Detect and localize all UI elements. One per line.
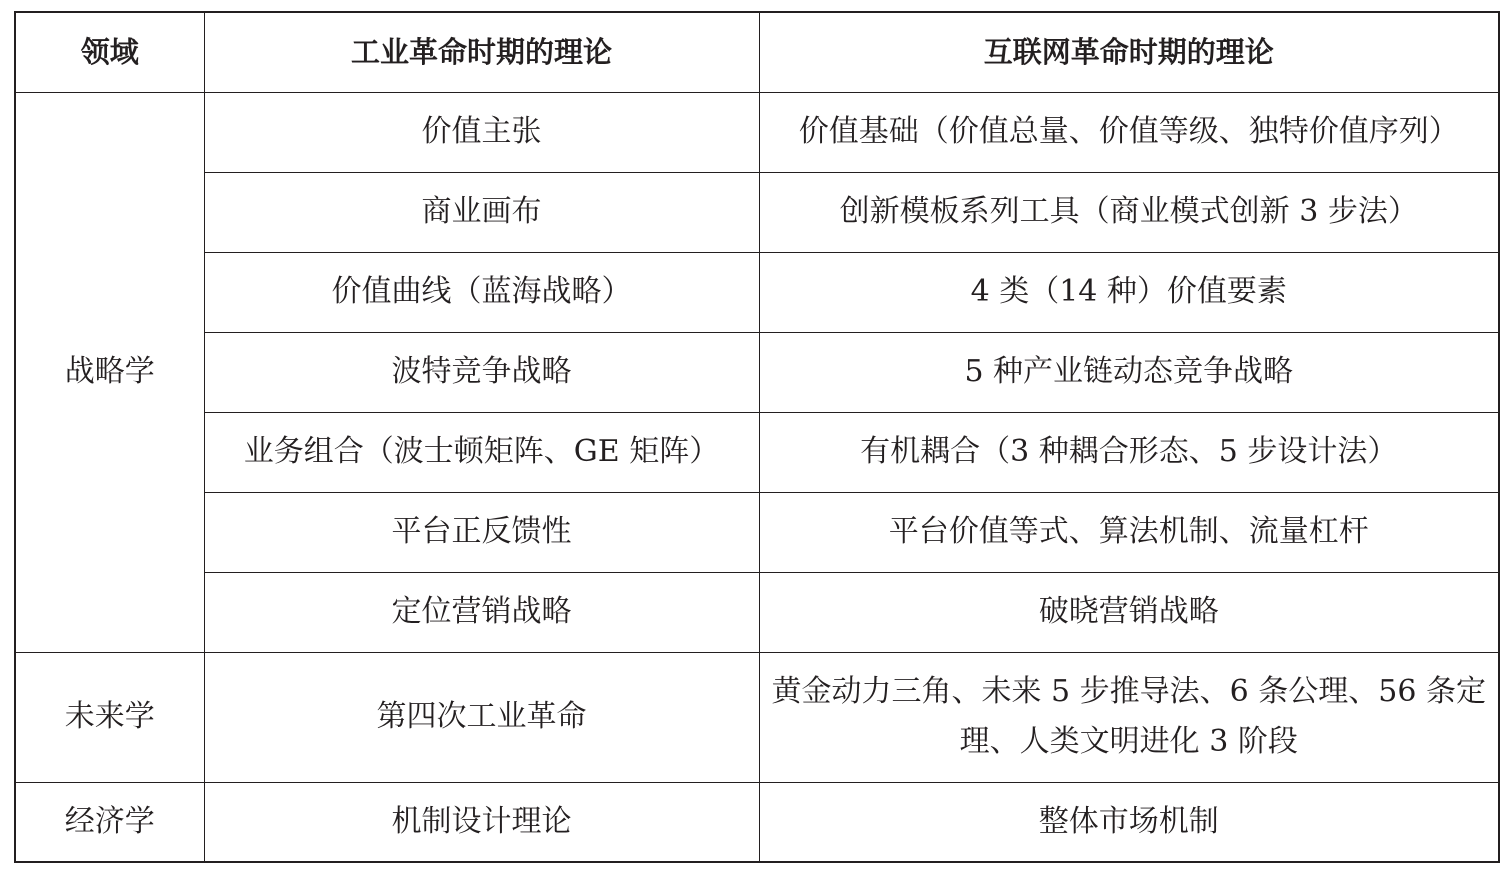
table-header-row <box>15 12 1499 92</box>
internet-theory-cell: 破晓营销战略 <box>759 572 1499 652</box>
table-row <box>15 172 1499 252</box>
internet-theory-cell: 有机耦合（3 种耦合形态、5 步设计法） <box>759 412 1499 492</box>
industrial-theory-cell: 波特竞争战略 <box>204 332 759 412</box>
internet-theory-cell: 5 种产业链动态竞争战略 <box>759 332 1499 412</box>
table-row <box>15 782 1499 862</box>
table-row <box>15 412 1499 492</box>
internet-theory-cell: 黄金动力三角、未来 5 步推导法、6 条公理、56 条定理、人类文明进化 3 阶段 <box>759 652 1499 782</box>
table-row <box>15 652 1499 782</box>
domain-cell-strategy: 战略学 <box>15 92 204 652</box>
table-row <box>15 252 1499 332</box>
domain-cell-futurology: 未来学 <box>15 652 204 782</box>
industrial-theory-cell: 平台正反馈性 <box>204 492 759 572</box>
industrial-theory-cell: 价值主张 <box>204 92 759 172</box>
internet-theory-cell: 4 类（14 种）价值要素 <box>759 252 1499 332</box>
internet-theory-cell: 整体市场机制 <box>759 782 1499 862</box>
internet-theory-cell: 价值基础（价值总量、价值等级、独特价值序列） <box>759 92 1499 172</box>
header-domain: 领域 <box>15 12 204 92</box>
internet-theory-cell: 平台价值等式、算法机制、流量杠杆 <box>759 492 1499 572</box>
industrial-theory-cell: 商业画布 <box>204 172 759 252</box>
table-row <box>15 572 1499 652</box>
industrial-theory-cell: 业务组合（波士顿矩阵、GE 矩阵） <box>204 412 759 492</box>
table-row <box>15 332 1499 412</box>
header-internet-theory: 互联网革命时期的理论 <box>759 12 1499 92</box>
theory-comparison-table <box>14 11 1500 863</box>
industrial-theory-cell: 机制设计理论 <box>204 782 759 862</box>
table-row <box>15 492 1499 572</box>
table-row <box>15 92 1499 172</box>
internet-theory-cell: 创新模板系列工具（商业模式创新 3 步法） <box>759 172 1499 252</box>
domain-cell-economics: 经济学 <box>15 782 204 862</box>
industrial-theory-cell: 价值曲线（蓝海战略） <box>204 252 759 332</box>
header-industrial-theory: 工业革命时期的理论 <box>204 12 759 92</box>
industrial-theory-cell: 第四次工业革命 <box>204 652 759 782</box>
industrial-theory-cell: 定位营销战略 <box>204 572 759 652</box>
